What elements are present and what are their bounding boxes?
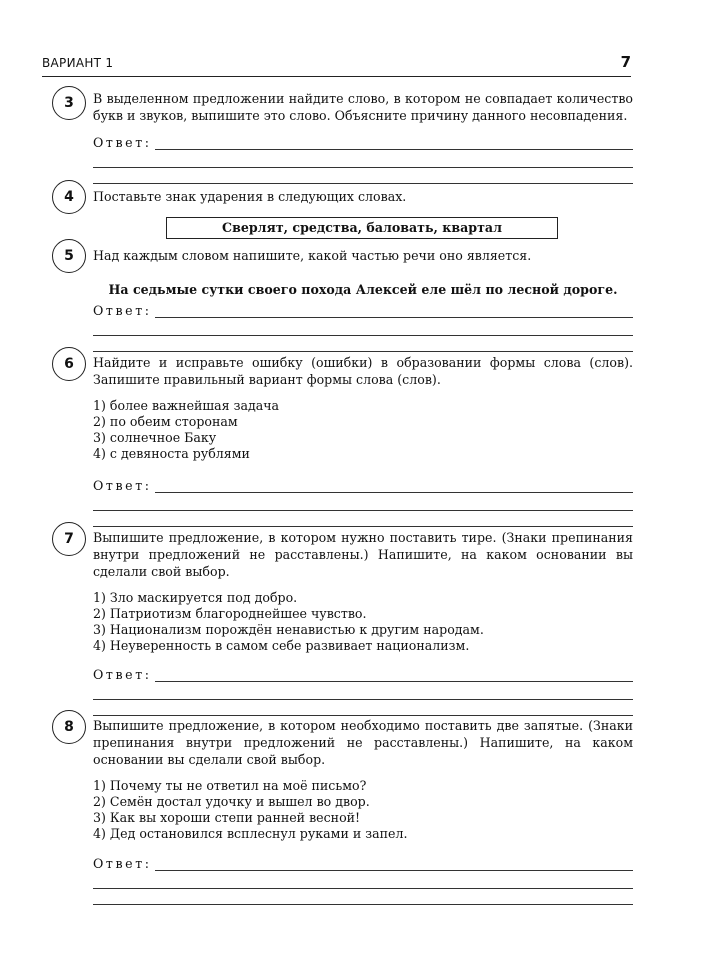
- option-item: 3) солнечное Баку: [93, 430, 217, 445]
- answer-field[interactable]: [93, 304, 633, 320]
- task-5: [52, 239, 633, 352]
- task-text: В выделенном предложении найдите слово, в котором не совпадает количество букв и звуков, выпишите это слово. Объясните причину данного несовпадения.: [93, 91, 633, 123]
- answer-field[interactable]: [93, 479, 633, 495]
- page-number: 7: [620, 53, 631, 71]
- task-text: Над каждым словом напишите, какой частью речи оно является.: [93, 248, 532, 263]
- option-item: 1) Зло маскируется под добро.: [93, 590, 298, 605]
- answer-line: [155, 492, 633, 493]
- task-text: Выпишите предложение, в котором нужно поставить тире. (Знаки препинания внутри предложений не расставлены.) Напишите, на каком основании вы сделали свой выбор.: [93, 530, 633, 579]
- answer-line: [155, 681, 633, 682]
- task-text: Выпишите предложение, в котором необходимо поставить две запятые. (Знаки препинания внутри предложений не расставлены.) Напишите, на каком основании вы сделали свой выбор.: [93, 718, 633, 767]
- answer-line-extra[interactable]: [93, 699, 633, 700]
- variant-title: ВАРИАНТ 1: [42, 56, 114, 70]
- option-item: 2) Семён достал удочку и вышел во двор.: [93, 794, 370, 809]
- option-item: 3) Как вы хороши степи ранней весной!: [93, 810, 361, 825]
- header-rule: [42, 76, 631, 77]
- option-item: 3) Национализм порождён ненавистью к другим народам.: [93, 622, 484, 637]
- task-number: 3: [52, 86, 86, 120]
- options-list: [93, 398, 633, 462]
- answer-label: Ответ:: [93, 855, 156, 872]
- answer-line-extra[interactable]: [93, 904, 633, 905]
- task-3: [52, 86, 633, 184]
- option-item: 4) Неуверенность в самом себе развивает национализм.: [93, 638, 470, 653]
- task-number: 7: [52, 522, 86, 556]
- options-list: [93, 590, 633, 654]
- answer-line-extra[interactable]: [93, 167, 633, 168]
- task-7: [52, 522, 633, 716]
- task-8: [52, 710, 633, 905]
- answer-line-extra[interactable]: [93, 510, 633, 511]
- option-item: 4) с девяноста рублями: [93, 446, 250, 461]
- boxed-words: Сверлят, средства, баловать, квартал: [166, 217, 558, 239]
- answer-field[interactable]: [93, 668, 633, 684]
- answer-line: [155, 149, 633, 150]
- answer-label: Ответ:: [93, 477, 156, 494]
- option-item: 1) более важнейшая задача: [93, 398, 280, 413]
- task-number: 5: [52, 239, 86, 273]
- answer-label: Ответ:: [93, 134, 156, 151]
- answer-field[interactable]: [93, 136, 633, 152]
- option-item: 4) Дед остановился всплеснул руками и запел.: [93, 826, 408, 841]
- task-number: 4: [52, 180, 86, 214]
- answer-line-extra[interactable]: [93, 888, 633, 889]
- answer-line: [155, 870, 633, 871]
- task-text: Поставьте знак ударения в следующих словах.: [93, 189, 407, 204]
- answer-line-extra[interactable]: [93, 335, 633, 336]
- task-4: [52, 180, 633, 239]
- page-header: [42, 53, 631, 74]
- answer-field[interactable]: [93, 857, 633, 873]
- highlighted-sentence: На седьмые сутки своего похода Алексей еле шёл по лесной дороге.: [108, 282, 618, 297]
- options-list: [93, 778, 633, 842]
- task-text: Найдите и исправьте ошибку (ошибки) в образовании формы слова (слов). Запишите правильный вариант формы слова (слов).: [93, 355, 633, 387]
- task-6: [52, 347, 633, 527]
- answer-label: Ответ:: [93, 666, 156, 683]
- task-number: 8: [52, 710, 86, 744]
- answer-label: Ответ:: [93, 302, 156, 319]
- option-item: 2) по обеим сторонам: [93, 414, 238, 429]
- option-item: 1) Почему ты не ответил на моё письмо?: [93, 778, 367, 793]
- option-item: 2) Патриотизм благороднейшее чувство.: [93, 606, 367, 621]
- answer-line: [155, 317, 633, 318]
- task-number: 6: [52, 347, 86, 381]
